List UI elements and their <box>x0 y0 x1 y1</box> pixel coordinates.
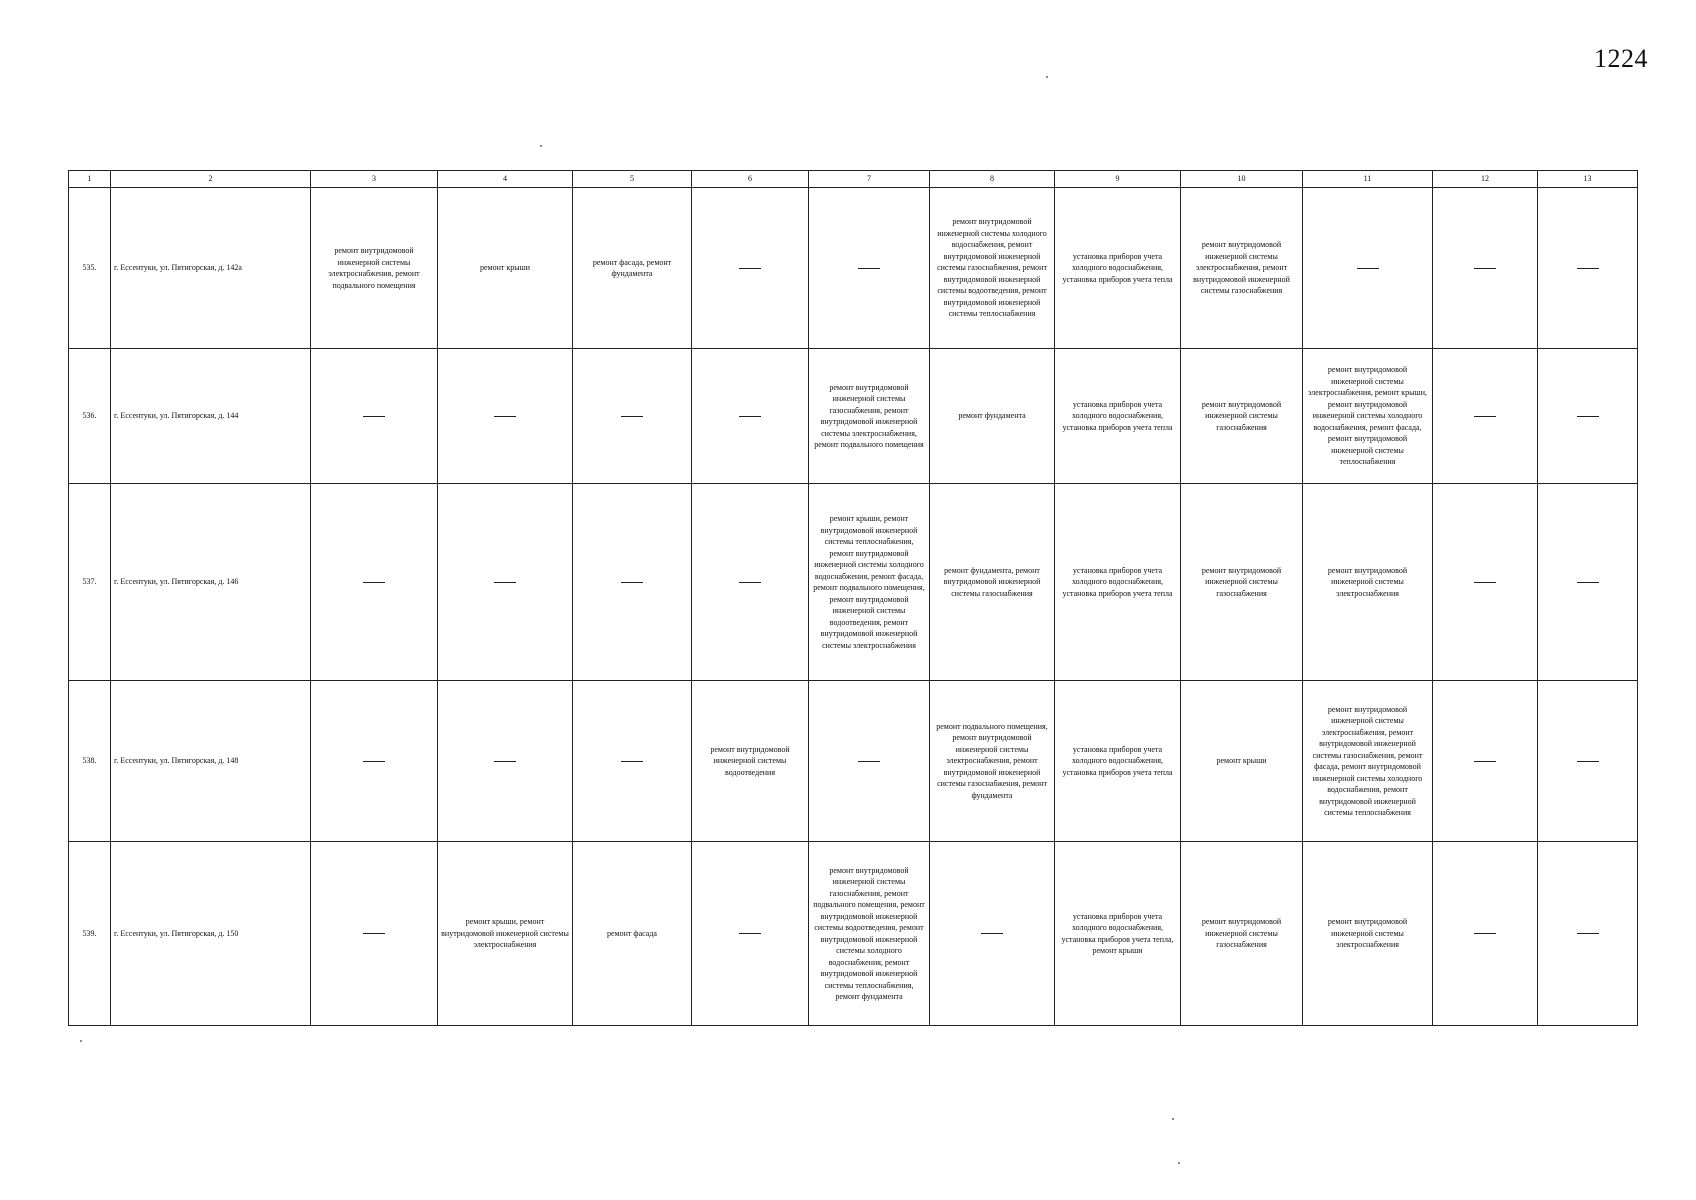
work-cell <box>1538 681 1638 842</box>
empty-dash <box>363 582 385 583</box>
empty-dash <box>494 582 516 583</box>
work-cell <box>1538 484 1638 681</box>
row-number: 539. <box>69 842 111 1026</box>
row-number: 536. <box>69 349 111 484</box>
empty-dash <box>363 416 385 417</box>
empty-dash <box>621 416 643 417</box>
work-cell <box>311 349 438 484</box>
column-header: 8 <box>930 171 1055 188</box>
empty-dash <box>1577 582 1599 583</box>
work-cell <box>311 842 438 1026</box>
work-cell <box>692 349 809 484</box>
work-cell <box>311 681 438 842</box>
work-cell: ремонт внутридомовой инженерной системы электроснабжения <box>1303 484 1433 681</box>
work-cell <box>809 188 930 349</box>
table-row <box>69 349 1638 484</box>
empty-dash <box>739 582 761 583</box>
scan-speck <box>1046 76 1048 78</box>
work-cell <box>438 484 573 681</box>
work-cell <box>692 188 809 349</box>
scan-speck <box>1172 1118 1174 1120</box>
row-number: 538. <box>69 681 111 842</box>
empty-dash <box>739 933 761 934</box>
empty-dash <box>1474 933 1496 934</box>
empty-dash <box>1577 268 1599 269</box>
scan-speck <box>1178 1162 1180 1164</box>
work-cell <box>1538 842 1638 1026</box>
empty-dash <box>621 582 643 583</box>
work-cell <box>809 681 930 842</box>
work-cell <box>1433 842 1538 1026</box>
work-cell <box>1538 188 1638 349</box>
column-number-row <box>69 171 1638 188</box>
scan-speck <box>540 145 542 147</box>
work-cell: ремонт внутридомовой инженерной системы электроснабжения, ремонт подвального помещения <box>311 188 438 349</box>
work-cell: ремонт крыши <box>1181 681 1303 842</box>
work-cell: установка приборов учета холодного водоснабжения, установка приборов учета тепла <box>1055 188 1181 349</box>
work-cell: установка приборов учета холодного водоснабжения, установка приборов учета тепла <box>1055 681 1181 842</box>
work-cell: ремонт внутридомовой инженерной системы газоснабжения, ремонт внутридомовой инженерной системы электроснабжения, ремонт подвального помещения <box>809 349 930 484</box>
empty-dash <box>981 933 1003 934</box>
empty-dash <box>858 761 880 762</box>
work-cell <box>930 842 1055 1026</box>
address-cell: г. Ессентуки, ул. Пятигорская, д. 142а <box>111 188 311 349</box>
work-cell: ремонт внутридомовой инженерной системы холодного водоснабжения, ремонт внутридомовой инженерной системы газоснабжения, ремонт внутридомовой инженерной системы водоотведения, ремонт внутридомовой инженерной системы теплоснабжения <box>930 188 1055 349</box>
address-cell: г. Ессентуки, ул. Пятигорская, д. 150 <box>111 842 311 1026</box>
work-cell: ремонт внутридомовой инженерной системы газоснабжения <box>1181 842 1303 1026</box>
empty-dash <box>621 761 643 762</box>
column-header: 13 <box>1538 171 1638 188</box>
column-header: 3 <box>311 171 438 188</box>
work-cell <box>692 484 809 681</box>
empty-dash <box>1474 582 1496 583</box>
empty-dash <box>1474 416 1496 417</box>
work-cell <box>573 484 692 681</box>
empty-dash <box>1577 761 1599 762</box>
work-cell <box>1433 349 1538 484</box>
row-number: 535. <box>69 188 111 349</box>
table-row <box>69 188 1638 349</box>
page-number: 1224 <box>1594 44 1648 73</box>
table-row <box>69 484 1638 681</box>
work-cell: установка приборов учета холодного водоснабжения, установка приборов учета тепла <box>1055 349 1181 484</box>
work-cell <box>573 349 692 484</box>
empty-dash <box>1474 761 1496 762</box>
empty-dash <box>1474 268 1496 269</box>
column-header: 2 <box>111 171 311 188</box>
empty-dash <box>363 933 385 934</box>
repair-schedule-table <box>68 170 1638 1026</box>
work-cell: ремонт подвального помещения, ремонт внутридомовой инженерной системы электроснабжения, ремонт внутридомовой инженерной системы газоснабжения, ремонт фундамента <box>930 681 1055 842</box>
work-cell: ремонт внутридомовой инженерной системы газоснабжения <box>1181 349 1303 484</box>
column-header: 4 <box>438 171 573 188</box>
empty-dash <box>858 268 880 269</box>
address-cell: г. Ессентуки, ул. Пятигорская, д. 146 <box>111 484 311 681</box>
work-cell: ремонт фасада, ремонт фундамента <box>573 188 692 349</box>
work-cell: ремонт внутридомовой инженерной системы электроснабжения <box>1303 842 1433 1026</box>
work-cell <box>1433 188 1538 349</box>
work-cell: ремонт фасада <box>573 842 692 1026</box>
empty-dash <box>739 416 761 417</box>
work-cell: ремонт крыши, ремонт внутридомовой инженерной системы электроснабжения <box>438 842 573 1026</box>
work-cell <box>311 484 438 681</box>
column-header: 6 <box>692 171 809 188</box>
work-cell <box>1538 349 1638 484</box>
column-header: 10 <box>1181 171 1303 188</box>
work-cell <box>692 842 809 1026</box>
work-cell <box>1433 484 1538 681</box>
work-cell <box>1433 681 1538 842</box>
column-header: 12 <box>1433 171 1538 188</box>
address-cell: г. Ессентуки, ул. Пятигорская, д. 144 <box>111 349 311 484</box>
table-row <box>69 842 1638 1026</box>
work-cell: ремонт внутридомовой инженерной системы газоснабжения <box>1181 484 1303 681</box>
work-cell: ремонт фундамента <box>930 349 1055 484</box>
column-header: 1 <box>69 171 111 188</box>
work-cell <box>1303 188 1433 349</box>
work-cell: ремонт крыши, ремонт внутридомовой инженерной системы теплоснабжения, ремонт внутридомовой инженерной системы холодного водоснабжения, ремонт фасада, ремонт подвального помещения, ремонт внутридомовой инженерной системы водоотведения, ремонт внутридомовой инженерной системы электроснабжения <box>809 484 930 681</box>
empty-dash <box>494 416 516 417</box>
work-cell: установка приборов учета холодного водоснабжения, установка приборов учета тепла, ремонт крыши <box>1055 842 1181 1026</box>
table-row <box>69 681 1638 842</box>
empty-dash <box>363 761 385 762</box>
empty-dash <box>1357 268 1379 269</box>
empty-dash <box>494 761 516 762</box>
empty-dash <box>739 268 761 269</box>
work-cell: ремонт внутридомовой инженерной системы электроснабжения, ремонт внутридомовой инженерной системы газоснабжения <box>1181 188 1303 349</box>
scan-speck <box>80 1040 82 1042</box>
column-header: 7 <box>809 171 930 188</box>
empty-dash <box>1577 416 1599 417</box>
address-cell: г. Ессентуки, ул. Пятигорская, д. 148 <box>111 681 311 842</box>
work-cell: установка приборов учета холодного водоснабжения, установка приборов учета тепла <box>1055 484 1181 681</box>
work-cell: ремонт внутридомовой инженерной системы водоотведения <box>692 681 809 842</box>
work-cell: ремонт внутридомовой инженерной системы электроснабжения, ремонт крыши, ремонт внутридомовой инженерной системы холодного водоснабжения, ремонт фасада, ремонт внутридомовой инженерной системы теплоснабжения <box>1303 349 1433 484</box>
work-cell: ремонт крыши <box>438 188 573 349</box>
work-cell <box>438 349 573 484</box>
column-header: 9 <box>1055 171 1181 188</box>
empty-dash <box>1577 933 1599 934</box>
work-cell <box>438 681 573 842</box>
work-cell: ремонт внутридомовой инженерной системы электроснабжения, ремонт внутридомовой инженерной системы газоснабжения, ремонт фасада, ремонт внутридомовой инженерной системы холодного водоснабжения, ремонт внутридомовой инженерной системы теплоснабжения <box>1303 681 1433 842</box>
work-cell <box>573 681 692 842</box>
work-cell: ремонт внутридомовой инженерной системы газоснабжения, ремонт подвального помещения, ремонт внутридомовой инженерной системы водоотведения, ремонт внутридомовой инженерной системы холодного водоснабжения, ремонт внутридомовой инженерной системы теплоснабжения, ремонт фундамента <box>809 842 930 1026</box>
row-number: 537. <box>69 484 111 681</box>
work-cell: ремонт фундамента, ремонт внутридомовой инженерной системы газоснабжения <box>930 484 1055 681</box>
column-header: 11 <box>1303 171 1433 188</box>
column-header: 5 <box>573 171 692 188</box>
